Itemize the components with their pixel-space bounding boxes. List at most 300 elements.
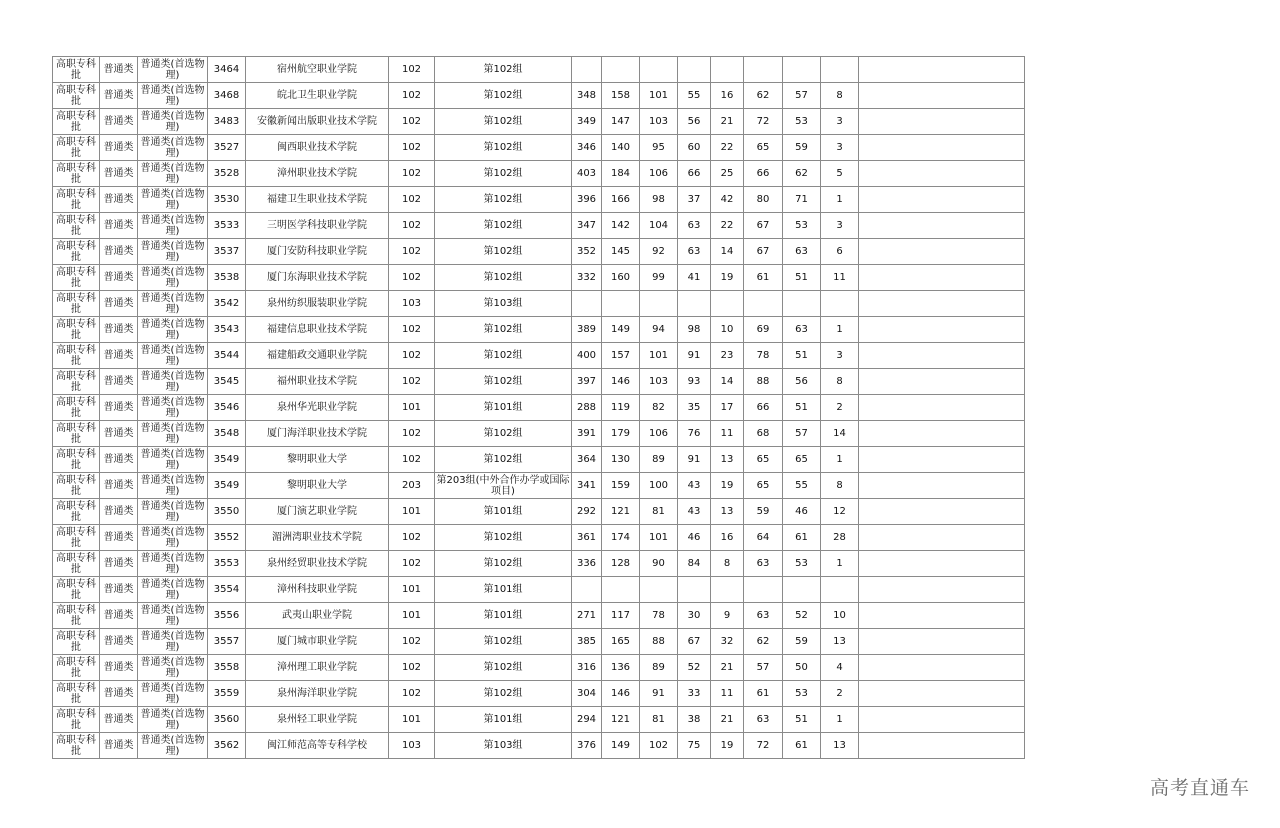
category-cell: 普通类 [100,733,138,759]
score-cell-6: 63 [744,707,783,733]
score-cell-8 [821,57,859,83]
score-cell-6: 59 [744,499,783,525]
subject-cell: 普通类(首选物理) [138,109,208,135]
school-code-cell: 3527 [208,135,246,161]
table-row [53,577,1025,603]
group-code-cell: 102 [389,265,435,291]
score-cell-2: 136 [602,655,640,681]
school-name-cell: 漳州理工职业学院 [246,655,389,681]
table-row [53,109,1025,135]
score-cell-4: 84 [678,551,711,577]
score-cell-3: 101 [640,525,678,551]
score-cell-4: 35 [678,395,711,421]
score-cell-1: 397 [572,369,602,395]
score-cell-5: 42 [711,187,744,213]
score-cell-3 [640,57,678,83]
score-cell-2: 149 [602,733,640,759]
score-cell-7: 53 [783,681,821,707]
batch-cell: 高职专科批 [53,57,100,83]
subject-cell: 普通类(首选物理) [138,239,208,265]
school-code-cell: 3464 [208,57,246,83]
group-name-cell: 第102组 [435,265,572,291]
table-row [53,499,1025,525]
group-code-cell: 102 [389,525,435,551]
table-row [53,421,1025,447]
score-cell-7: 53 [783,213,821,239]
blank-cell [859,239,1025,265]
score-cell-2: 179 [602,421,640,447]
score-cell-3: 82 [640,395,678,421]
category-cell: 普通类 [100,135,138,161]
school-code-cell: 3548 [208,421,246,447]
score-cell-8: 1 [821,707,859,733]
score-cell-1: 400 [572,343,602,369]
blank-cell [859,499,1025,525]
school-name-cell: 厦门安防科技职业学院 [246,239,389,265]
school-name-cell: 泉州海洋职业学院 [246,681,389,707]
group-code-cell: 101 [389,707,435,733]
school-name-cell: 黎明职业大学 [246,447,389,473]
score-cell-7: 63 [783,239,821,265]
score-cell-7: 52 [783,603,821,629]
school-code-cell: 3483 [208,109,246,135]
blank-cell [859,83,1025,109]
table-row [53,707,1025,733]
group-code-cell: 102 [389,369,435,395]
batch-cell: 高职专科批 [53,707,100,733]
table-row [53,733,1025,759]
score-cell-4: 93 [678,369,711,395]
category-cell: 普通类 [100,265,138,291]
school-code-cell: 3468 [208,83,246,109]
score-cell-1 [572,577,602,603]
batch-cell: 高职专科批 [53,317,100,343]
score-cell-5 [711,577,744,603]
score-cell-2: 149 [602,317,640,343]
group-code-cell: 102 [389,161,435,187]
admission-scores-table [52,56,1025,759]
score-cell-5: 23 [711,343,744,369]
batch-cell: 高职专科批 [53,603,100,629]
score-cell-1: 336 [572,551,602,577]
school-code-cell: 3533 [208,213,246,239]
score-cell-6 [744,291,783,317]
score-cell-2: 166 [602,187,640,213]
score-cell-3: 89 [640,655,678,681]
school-code-cell: 3543 [208,317,246,343]
category-cell: 普通类 [100,343,138,369]
group-name-cell: 第102组 [435,369,572,395]
table-row [53,265,1025,291]
subject-cell: 普通类(首选物理) [138,291,208,317]
school-name-cell: 三明医学科技职业学院 [246,213,389,239]
score-cell-8: 28 [821,525,859,551]
score-cell-8: 3 [821,109,859,135]
blank-cell [859,395,1025,421]
table-row [53,83,1025,109]
batch-cell: 高职专科批 [53,447,100,473]
score-cell-4: 76 [678,421,711,447]
group-name-cell: 第102组 [435,213,572,239]
group-name-cell: 第103组 [435,291,572,317]
category-cell: 普通类 [100,421,138,447]
group-code-cell: 102 [389,57,435,83]
school-name-cell: 福建卫生职业技术学院 [246,187,389,213]
score-cell-6: 63 [744,551,783,577]
group-code-cell: 102 [389,421,435,447]
table-row [53,57,1025,83]
batch-cell: 高职专科批 [53,525,100,551]
score-cell-6: 67 [744,239,783,265]
batch-cell: 高职专科批 [53,343,100,369]
category-cell: 普通类 [100,161,138,187]
batch-cell: 高职专科批 [53,83,100,109]
score-cell-4: 98 [678,317,711,343]
subject-cell: 普通类(首选物理) [138,57,208,83]
batch-cell: 高职专科批 [53,551,100,577]
score-cell-5 [711,291,744,317]
subject-cell: 普通类(首选物理) [138,213,208,239]
school-code-cell: 3549 [208,447,246,473]
score-cell-1: 403 [572,161,602,187]
category-cell: 普通类 [100,525,138,551]
score-cell-3: 81 [640,499,678,525]
batch-cell: 高职专科批 [53,161,100,187]
score-cell-7: 57 [783,83,821,109]
score-cell-6: 61 [744,681,783,707]
category-cell: 普通类 [100,577,138,603]
blank-cell [859,551,1025,577]
score-cell-1: 349 [572,109,602,135]
score-cell-4: 56 [678,109,711,135]
school-name-cell: 福建船政交通职业学院 [246,343,389,369]
subject-cell: 普通类(首选物理) [138,265,208,291]
category-cell: 普通类 [100,369,138,395]
group-name-cell: 第101组 [435,577,572,603]
score-cell-1: 347 [572,213,602,239]
table-row [53,239,1025,265]
category-cell: 普通类 [100,83,138,109]
school-name-cell: 泉州纺织服装职业学院 [246,291,389,317]
score-cell-8: 12 [821,499,859,525]
group-code-cell: 101 [389,603,435,629]
batch-cell: 高职专科批 [53,629,100,655]
subject-cell: 普通类(首选物理) [138,733,208,759]
score-cell-4: 91 [678,343,711,369]
batch-cell: 高职专科批 [53,499,100,525]
group-code-cell: 102 [389,317,435,343]
score-cell-7 [783,291,821,317]
score-cell-1: 348 [572,83,602,109]
score-cell-3: 100 [640,473,678,499]
score-cell-7: 51 [783,707,821,733]
school-code-cell: 3538 [208,265,246,291]
group-name-cell: 第102组 [435,109,572,135]
score-cell-1: 332 [572,265,602,291]
category-cell: 普通类 [100,447,138,473]
score-cell-6: 62 [744,83,783,109]
score-cell-5: 19 [711,733,744,759]
category-cell: 普通类 [100,239,138,265]
group-code-cell: 102 [389,109,435,135]
table-row [53,343,1025,369]
subject-cell: 普通类(首选物理) [138,135,208,161]
subject-cell: 普通类(首选物理) [138,187,208,213]
school-code-cell: 3549 [208,473,246,499]
group-name-cell: 第102组 [435,551,572,577]
group-name-cell: 第101组 [435,707,572,733]
table-row [53,213,1025,239]
score-cell-6: 62 [744,629,783,655]
group-code-cell: 102 [389,83,435,109]
score-cell-3: 78 [640,603,678,629]
score-cell-1: 346 [572,135,602,161]
score-cell-8: 8 [821,473,859,499]
score-cell-2: 159 [602,473,640,499]
score-cell-7: 65 [783,447,821,473]
school-name-cell: 宿州航空职业学院 [246,57,389,83]
score-cell-1: 294 [572,707,602,733]
blank-cell [859,577,1025,603]
score-cell-5: 13 [711,447,744,473]
blank-cell [859,707,1025,733]
batch-cell: 高职专科批 [53,655,100,681]
subject-cell: 普通类(首选物理) [138,369,208,395]
category-cell: 普通类 [100,291,138,317]
score-cell-5: 25 [711,161,744,187]
blank-cell [859,265,1025,291]
school-name-cell: 闽西职业技术学院 [246,135,389,161]
group-name-cell: 第102组 [435,239,572,265]
table-row [53,629,1025,655]
score-cell-8: 3 [821,135,859,161]
score-cell-8: 6 [821,239,859,265]
score-cell-4: 43 [678,499,711,525]
score-cell-4 [678,291,711,317]
score-cell-5: 21 [711,109,744,135]
subject-cell: 普通类(首选物理) [138,525,208,551]
school-name-cell: 福州职业技术学院 [246,369,389,395]
batch-cell: 高职专科批 [53,135,100,161]
score-cell-1: 316 [572,655,602,681]
score-cell-6: 63 [744,603,783,629]
score-cell-2: 142 [602,213,640,239]
score-cell-5 [711,57,744,83]
school-name-cell: 厦门演艺职业学院 [246,499,389,525]
score-cell-5: 8 [711,551,744,577]
subject-cell: 普通类(首选物理) [138,681,208,707]
score-cell-7: 51 [783,265,821,291]
group-name-cell: 第102组 [435,343,572,369]
score-cell-2: 160 [602,265,640,291]
score-cell-2: 119 [602,395,640,421]
table-row [53,135,1025,161]
blank-cell [859,317,1025,343]
category-cell: 普通类 [100,213,138,239]
score-cell-6: 80 [744,187,783,213]
group-code-cell: 102 [389,447,435,473]
category-cell: 普通类 [100,109,138,135]
group-code-cell: 101 [389,395,435,421]
score-cell-5: 14 [711,239,744,265]
group-name-cell: 第102组 [435,655,572,681]
group-code-cell: 102 [389,187,435,213]
group-name-cell: 第102组 [435,161,572,187]
score-cell-2: 128 [602,551,640,577]
score-cell-4: 75 [678,733,711,759]
table-row [53,551,1025,577]
score-cell-4 [678,57,711,83]
group-code-cell: 102 [389,135,435,161]
table-row [53,525,1025,551]
score-cell-1: 341 [572,473,602,499]
category-cell: 普通类 [100,499,138,525]
score-cell-3: 102 [640,733,678,759]
score-cell-7: 51 [783,343,821,369]
score-cell-7: 59 [783,629,821,655]
score-cell-7 [783,57,821,83]
blank-cell [859,369,1025,395]
group-name-cell: 第102组 [435,447,572,473]
score-cell-2: 147 [602,109,640,135]
category-cell: 普通类 [100,551,138,577]
score-cell-6: 65 [744,135,783,161]
category-cell: 普通类 [100,57,138,83]
score-cell-1 [572,57,602,83]
batch-cell: 高职专科批 [53,239,100,265]
score-cell-5: 11 [711,421,744,447]
score-cell-7 [783,577,821,603]
score-cell-5: 22 [711,213,744,239]
score-cell-2: 117 [602,603,640,629]
school-code-cell: 3559 [208,681,246,707]
group-name-cell: 第101组 [435,603,572,629]
score-cell-2: 174 [602,525,640,551]
group-code-cell: 102 [389,551,435,577]
group-code-cell: 102 [389,239,435,265]
category-cell: 普通类 [100,317,138,343]
group-code-cell: 102 [389,681,435,707]
score-cell-1: 385 [572,629,602,655]
score-cell-2 [602,577,640,603]
score-cell-6: 66 [744,395,783,421]
score-cell-4: 38 [678,707,711,733]
score-cell-8: 14 [821,421,859,447]
score-cell-4: 30 [678,603,711,629]
score-cell-7: 57 [783,421,821,447]
batch-cell: 高职专科批 [53,473,100,499]
score-cell-6: 88 [744,369,783,395]
category-cell: 普通类 [100,187,138,213]
score-cell-4: 46 [678,525,711,551]
score-cell-7: 46 [783,499,821,525]
subject-cell: 普通类(首选物理) [138,473,208,499]
score-cell-8: 1 [821,317,859,343]
table-row [53,473,1025,499]
score-cell-4: 63 [678,239,711,265]
school-name-cell: 泉州华光职业学院 [246,395,389,421]
school-name-cell: 福建信息职业技术学院 [246,317,389,343]
score-cell-2: 121 [602,499,640,525]
category-cell: 普通类 [100,655,138,681]
table-row [53,681,1025,707]
school-code-cell: 3530 [208,187,246,213]
watermark-text: 高考直通车 [1149,777,1250,799]
group-name-cell: 第101组 [435,499,572,525]
school-code-cell: 3537 [208,239,246,265]
score-cell-6: 64 [744,525,783,551]
score-cell-4: 37 [678,187,711,213]
group-name-cell: 第102组 [435,83,572,109]
score-cell-4: 63 [678,213,711,239]
score-cell-3: 103 [640,369,678,395]
score-cell-6 [744,57,783,83]
score-cell-3: 89 [640,447,678,473]
batch-cell: 高职专科批 [53,681,100,707]
score-cell-4 [678,577,711,603]
school-name-cell: 皖北卫生职业学院 [246,83,389,109]
score-cell-7: 53 [783,109,821,135]
score-cell-2 [602,291,640,317]
school-code-cell: 3528 [208,161,246,187]
school-code-cell: 3544 [208,343,246,369]
subject-cell: 普通类(首选物理) [138,317,208,343]
subject-cell: 普通类(首选物理) [138,161,208,187]
score-cell-1: 304 [572,681,602,707]
batch-cell: 高职专科批 [53,369,100,395]
subject-cell: 普通类(首选物理) [138,499,208,525]
score-cell-1 [572,291,602,317]
table-row [53,161,1025,187]
subject-cell: 普通类(首选物理) [138,343,208,369]
score-cell-3: 101 [640,83,678,109]
score-cell-5: 32 [711,629,744,655]
score-cell-3: 104 [640,213,678,239]
score-cell-2: 130 [602,447,640,473]
blank-cell [859,681,1025,707]
subject-cell: 普通类(首选物理) [138,655,208,681]
group-name-cell: 第102组 [435,187,572,213]
score-cell-1: 376 [572,733,602,759]
school-name-cell: 黎明职业大学 [246,473,389,499]
group-name-cell: 第102组 [435,317,572,343]
score-cell-6: 57 [744,655,783,681]
score-cell-8: 8 [821,83,859,109]
school-code-cell: 3542 [208,291,246,317]
score-cell-4: 67 [678,629,711,655]
score-cell-6: 66 [744,161,783,187]
blank-cell [859,733,1025,759]
score-cell-6: 72 [744,109,783,135]
score-cell-7: 71 [783,187,821,213]
school-code-cell: 3560 [208,707,246,733]
score-cell-6: 67 [744,213,783,239]
score-cell-8: 2 [821,681,859,707]
batch-cell: 高职专科批 [53,265,100,291]
score-cell-8: 1 [821,447,859,473]
school-name-cell: 泉州轻工职业学院 [246,707,389,733]
category-cell: 普通类 [100,629,138,655]
score-cell-7: 50 [783,655,821,681]
score-cell-5: 21 [711,655,744,681]
batch-cell: 高职专科批 [53,187,100,213]
table-row [53,447,1025,473]
score-cell-3: 88 [640,629,678,655]
score-cell-8: 3 [821,213,859,239]
group-code-cell: 101 [389,499,435,525]
score-cell-4: 60 [678,135,711,161]
batch-cell: 高职专科批 [53,395,100,421]
